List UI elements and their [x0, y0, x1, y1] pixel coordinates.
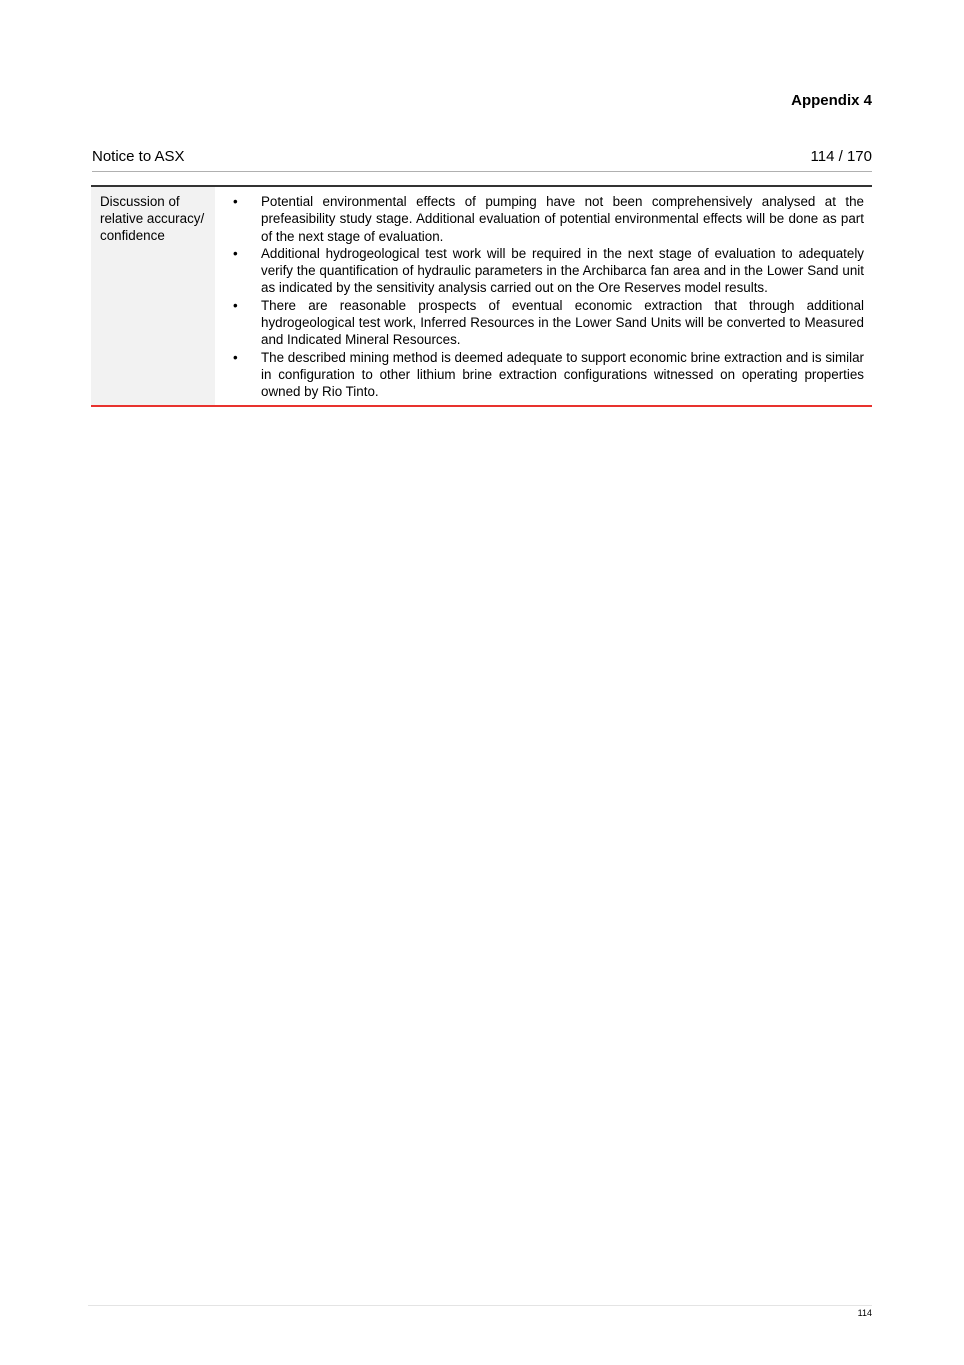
- criteria-table: [91, 185, 872, 407]
- list-item: • Additional hydrogeological test work will be required in the next stage of evaluation to adequately verify the quantification of hydraulic parameters in the Archibarca fan area and in the Lower Sand unit as indicated by the sensitivity analysis carried out on the Ore Reserves model results.: [215, 245, 864, 297]
- commentary-cell: [215, 187, 872, 405]
- list-item: • The described mining method is deemed adequate to support economic brine extraction and is similar in configuration to other lithium brine extraction configurations witnessed on operating properties owned by Rio Tinto.: [215, 349, 864, 401]
- criteria-label: Discussion of relative accuracy/ confidence: [91, 187, 215, 405]
- appendix-label: Appendix 4: [791, 92, 872, 109]
- footer-page-number: 114: [857, 1308, 872, 1318]
- document-title: Notice to ASX: [92, 148, 185, 165]
- bullet-list: [215, 193, 864, 401]
- page-counter: 114 / 170: [810, 148, 872, 165]
- page-header: [92, 148, 872, 172]
- list-item: • There are reasonable prospects of eventual economic extraction that through additional hydrogeological test work, Inferred Resources in the Lower Sand Units will be converted to Measured and Indicated Mineral Resources.: [215, 297, 864, 349]
- footer-divider: [88, 1305, 872, 1306]
- list-item: • Potential environmental effects of pumping have not been comprehensively analysed at the prefeasibility study stage. Additional evaluation of potential environmental effects will be done as part of the next stage of evaluation.: [215, 193, 864, 245]
